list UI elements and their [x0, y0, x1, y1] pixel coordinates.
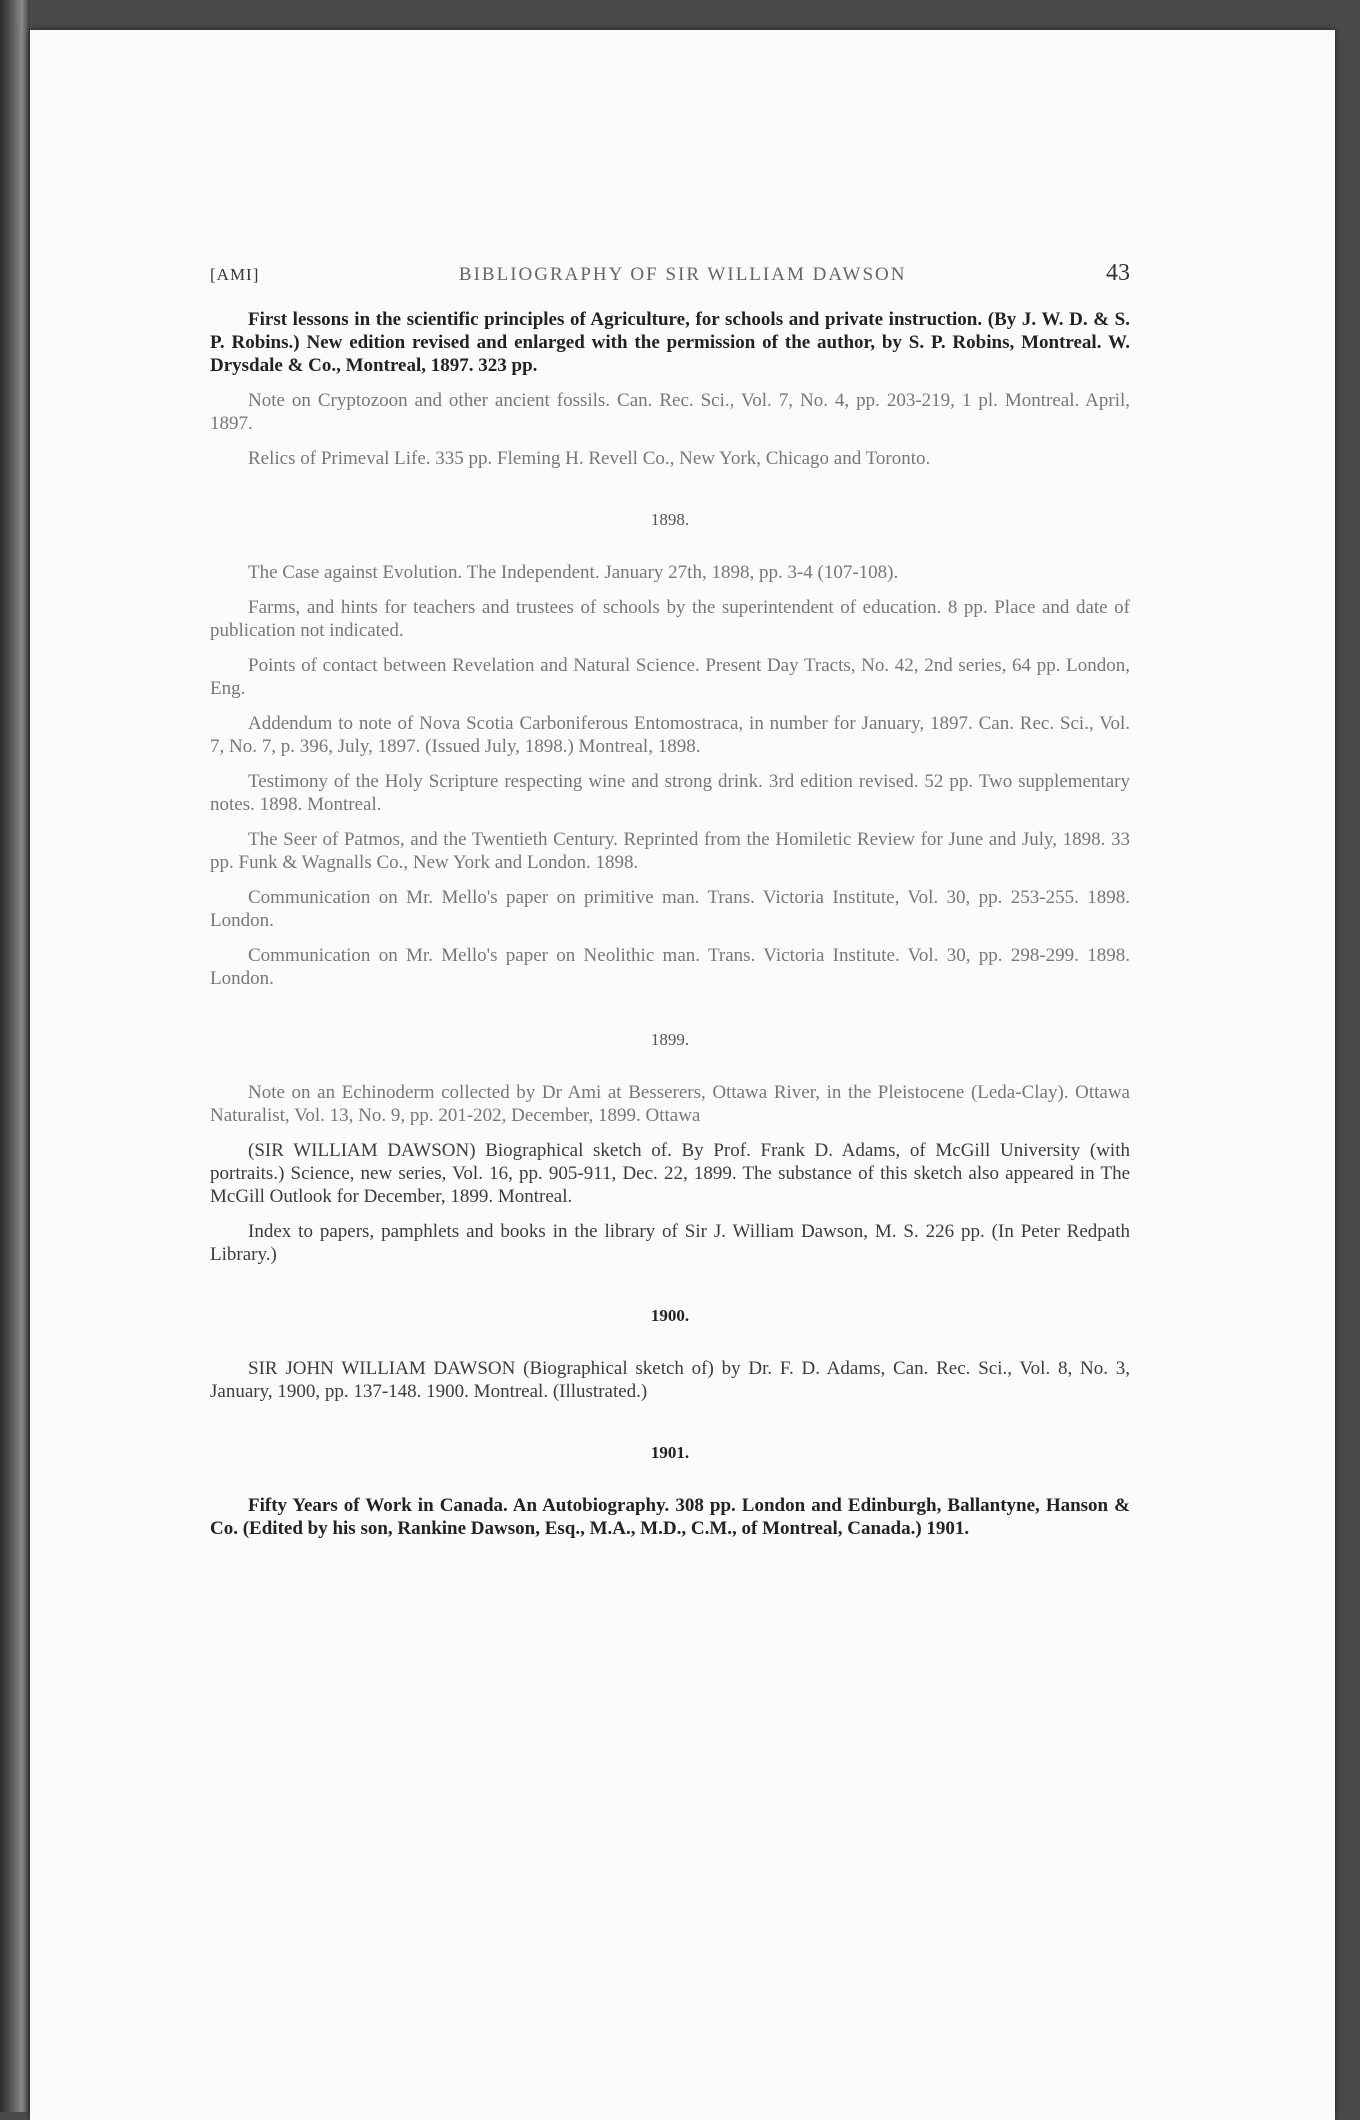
running-header [210, 262, 1130, 286]
header-title: BIBLIOGRAPHY OF SIR WILLIAM DAWSON [458, 264, 907, 285]
page [30, 30, 1335, 2120]
bibliography-entry: Communication on Mr. Mello's paper on Neolithic man. Trans. Victoria Institute. Vol. 30, pp. 298-299. 1898. London. [210, 945, 1130, 989]
bibliography-entry: Relics of Primeval Life. 335 pp. Fleming H. Revell Co., New York, Chicago and Toronto. [248, 448, 931, 469]
bibliography-entry: The Seer of Patmos, and the Twentieth Century. Reprinted from the Homiletic Review for June and July, 1898. 33 pp. Funk & Wagnalls Co., New York and London. 1898. [210, 829, 1130, 873]
year-heading: 1900. [650, 1306, 690, 1325]
bibliography-entry: SIR JOHN WILLIAM DAWSON (Biographical sketch of) by Dr. F. D. Adams, Can. Rec. Sci., Vol. 8, No. 3, January, 1900, pp. 137-148. 1900. Montreal. (Illustrated.) [210, 1358, 1130, 1402]
year-heading: 1899. [650, 1030, 690, 1049]
bibliography-entry: Fifty Years of Work in Canada. An Autobiography. 308 pp. London and Edinburgh, Ballantyne, Hanson & Co. (Edited by his son, Rankine Dawson, Esq., M.A., M.D., C.M., of Montreal, Canada.) 1901. [210, 1495, 1130, 1539]
year-heading: 1898. [650, 510, 690, 529]
bibliography-entry: (SIR WILLIAM DAWSON) Biographical sketch of. By Prof. Frank D. Adams, of McGill University (with portraits.) Science, new series, Vol. 16, pp. 905-911, Dec. 22, 1899. The substance of this sketch also appeared in The McGill Outlook for December, 1899. Montreal. [210, 1140, 1130, 1207]
bibliography-entry: Index to papers, pamphlets and books in the library of Sir J. William Dawson, M. S. 226 pp. (In Peter Redpath Library.) [210, 1221, 1130, 1265]
bibliography-entry: The Case against Evolution. The Independent. January 27th, 1898, pp. 3-4 (107-108). [248, 562, 899, 583]
bibliography-entry: Addendum to note of Nova Scotia Carboniferous Entomostraca, in number for January, 1897. Can. Rec. Sci., Vol. 7, No. 7, p. 396, July, 1897. (Issued July, 1898.) Montreal, 1898. [210, 713, 1130, 757]
bibliography-entry: Farms, and hints for teachers and trustees of schools by the superintendent of education. 8 pp. Place and date of publication not indicated. [210, 597, 1130, 641]
header-tag: [AMI] [210, 265, 260, 284]
bibliography-entry: Note on an Echinoderm collected by Dr Ami at Besserers, Ottawa River, in the Pleistocene (Leda-Clay). Ottawa Naturalist, Vol. 13, No. 9, pp. 201-202, December, 1899. Ottawa [210, 1082, 1130, 1126]
bibliography-entry: Points of contact between Revelation and Natural Science. Present Day Tracts, No. 42, 2nd series, 64 pp. London, Eng. [210, 655, 1130, 699]
year-heading: 1901. [650, 1443, 690, 1462]
page-number: 43 [1106, 260, 1130, 286]
scan-margin [0, 0, 30, 2112]
bibliography-entry: Testimony of the Holy Scripture respecting wine and strong drink. 3rd edition revised. 52 pp. Two supplementary notes. 1898. Montreal. [210, 771, 1130, 815]
bibliography-entry: Communication on Mr. Mello's paper on primitive man. Trans. Victoria Institute, Vol. 30, pp. 253-255. 1898. London. [210, 887, 1130, 931]
page-content [210, 262, 1130, 1552]
bibliography-entry: Note on Cryptozoon and other ancient fossils. Can. Rec. Sci., Vol. 7, No. 4, pp. 203-219, 1 pl. Montreal. April, 1897. [210, 390, 1130, 434]
bibliography-entry: First lessons in the scientific principles of Agriculture, for schools and private instruction. (By J. W. D. & S. P. Robins.) New edition revised and enlarged with the permission of the author, by S. P. Robins, Montreal. W. Drysdale & Co., Montreal, 1897. 323 pp. [210, 309, 1130, 376]
